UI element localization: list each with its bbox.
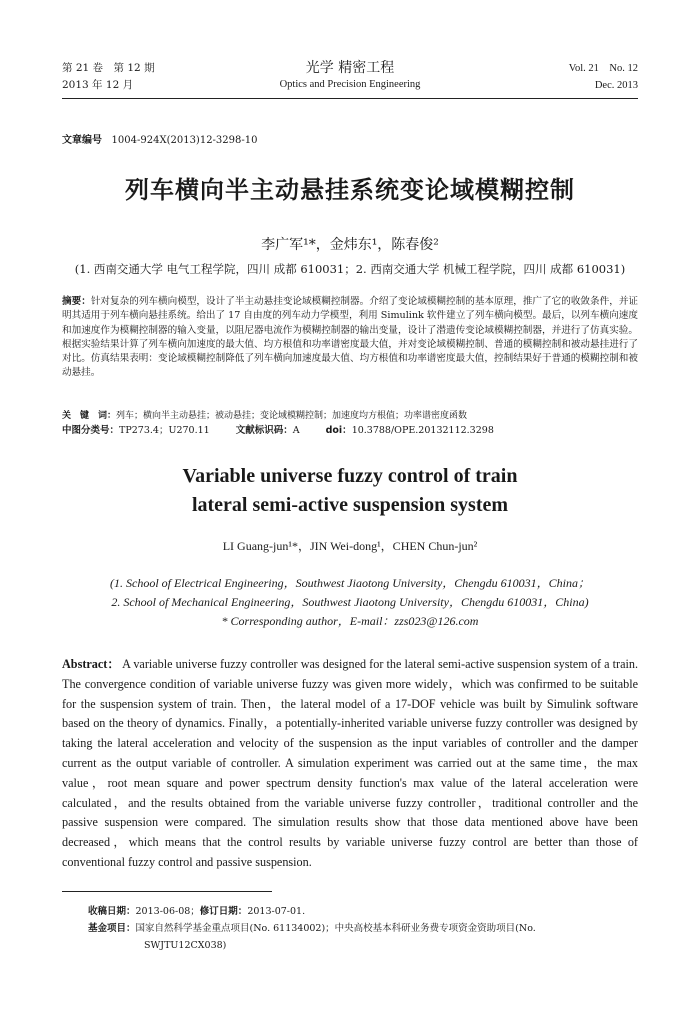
received-label: 收稿日期： xyxy=(88,906,136,917)
fund-line xyxy=(88,920,638,937)
running-header xyxy=(62,60,638,96)
article-number xyxy=(62,131,258,146)
received-value: 2013-06-08； xyxy=(135,906,200,917)
fund-label: 基金项目： xyxy=(88,923,136,934)
abstract-cn-text: 针对复杂的列车横向模型，设计了半主动悬挂变论域模糊控制器。介绍了变论域模糊控制的基本原理，推广了它的收敛条件，并证明其适用于列车横向悬挂系统。给出了 17 自由度的列车动力学模型，利用 Simulink 软件建立了列车横向模型。最后，以列车横向速度和加速度作为模糊控制器的输入变量，以阻尼器电流作为模糊控制器的输出变量，设计了潜遗传变论域模糊控制器，并进行了仿真实验。根据实验结果计算了列车横向加速度的最大值、均方根值和功率谱密度最大值，并对变论域模糊控制、普通的模糊控制和被动悬挂进行了对比。仿真结果表明：变论域模糊控制降低了列车横向加速度最大值、均方根值和功率谱密度最大值，控制结果好于普通的模糊控制和被动悬挂。 xyxy=(62,296,639,379)
doi-label: doi： xyxy=(325,425,352,436)
clc-value: TP273.4；U270.11 xyxy=(119,425,210,436)
revised-label: 修订日期： xyxy=(199,906,248,917)
affiliation-cn: (1. 西南交通大学 电气工程学院，四川 成都 610031；2. 西南交通大学 机械工程学院，四川 成都 610031) xyxy=(74,262,626,276)
article-number-label: 文章编号 xyxy=(62,135,102,146)
affiliation-en-line-1: (1. School of Electrical Engineering，Southwest Jiaotong University，Chengdu 610031，China； xyxy=(110,576,590,590)
keywords-cn-text: 列车；横向半主动悬挂；被动悬挂；变论域模糊控制；加速度均方根值；功率谱密度函数 xyxy=(116,411,468,421)
title-en-line-2: lateral semi-active suspension system xyxy=(191,494,509,516)
footnote-rule xyxy=(62,891,272,892)
fund-text-2: SWJTU12CX038) xyxy=(144,940,227,951)
title-en-line-1: Variable universe fuzzy control of train xyxy=(182,465,518,487)
doi-value: 10.3788/OPE.20132112.3298 xyxy=(351,425,494,436)
clc-label: 中图分类号： xyxy=(62,425,120,436)
title-cn: 列车横向半主动悬挂系统变论域模糊控制 xyxy=(125,176,575,204)
volume-issue-cn: 第 21 卷 第 12 期 xyxy=(62,62,155,74)
abstract-en-label: Abstract： xyxy=(62,657,120,671)
doc-code-label: 文献标识码： xyxy=(235,425,293,436)
dates-line xyxy=(88,903,638,920)
revised-value: 2013-07-01. xyxy=(247,906,306,917)
header-rule xyxy=(62,98,638,99)
doc-code-value: A xyxy=(292,425,300,436)
journal-name-cn: 光学 精密工程 xyxy=(305,60,395,76)
volume-issue-en: Vol. 21 No. 12 xyxy=(568,63,638,74)
abstract-en-text: A variable universe fuzzy controller was designed for the lateral semi-active suspension system of a train. The convergence condition of variable universe fuzzy was given more widely，which was confirmed to be suitable for the suspension system of train. Then，the lateral model of a 17-DOF vehicle was built by Simulink software based on the theory of dynamics. Finally，a potentially-inherited variable universe fuzzy controller was designed by taking the lateral acceleration and velocity of the suspension as the input variables of controller and the damper current as the output variable of controller. A simulation experiment was carried out at the same time，the max value，root mean square and power spectrum density function's max value of the lateral acceleration were calculated，and the results obtained from the variable universe fuzzy controller，traditional controller and the passive suspension were compared. The simulation results show that those data mentioned above have been decreased，which means that the control results by variable universe fuzzy control are better than those of conventional fuzzy control and passive suspension. xyxy=(62,657,639,869)
classification-line xyxy=(62,424,638,438)
footnote xyxy=(88,903,638,954)
header-center xyxy=(62,60,638,92)
header-right xyxy=(569,60,638,94)
article-number-value: 1004-924X(2013)12-3298-10 xyxy=(111,135,258,146)
journal-name-en: Optics and Precision Engineering xyxy=(279,79,421,90)
affiliation-en-line-2: 2. School of Mechanical Engineering，Southwest Jiaotong University，Chengdu 610031，China) xyxy=(111,595,589,609)
abstract-cn-label: 摘要： xyxy=(62,296,91,307)
authors-cn: 李广军¹*，金炜东¹，陈春俊² xyxy=(261,237,439,253)
authors-en: LI Guang-jun¹*，JIN Wei-dong¹，CHEN Chun-jun² xyxy=(222,539,478,553)
affiliation-en xyxy=(62,574,638,631)
date-cn: 2013 年 12 月 xyxy=(62,79,134,91)
keywords-cn xyxy=(62,409,638,423)
fund-text-1: 国家自然科学基金重点项目(No. 61134002)；中央高校基本科研业务费专项资金资助项目(No. xyxy=(135,923,536,934)
abstract-en xyxy=(62,655,638,873)
abstract-cn xyxy=(62,295,638,381)
date-en: Dec. 2013 xyxy=(594,80,638,91)
corresponding-author: * Corresponding author，E-mail：zzs023@126.com xyxy=(221,614,479,628)
keywords-cn-label: 关 键 词： xyxy=(62,411,117,421)
title-en xyxy=(0,462,700,520)
